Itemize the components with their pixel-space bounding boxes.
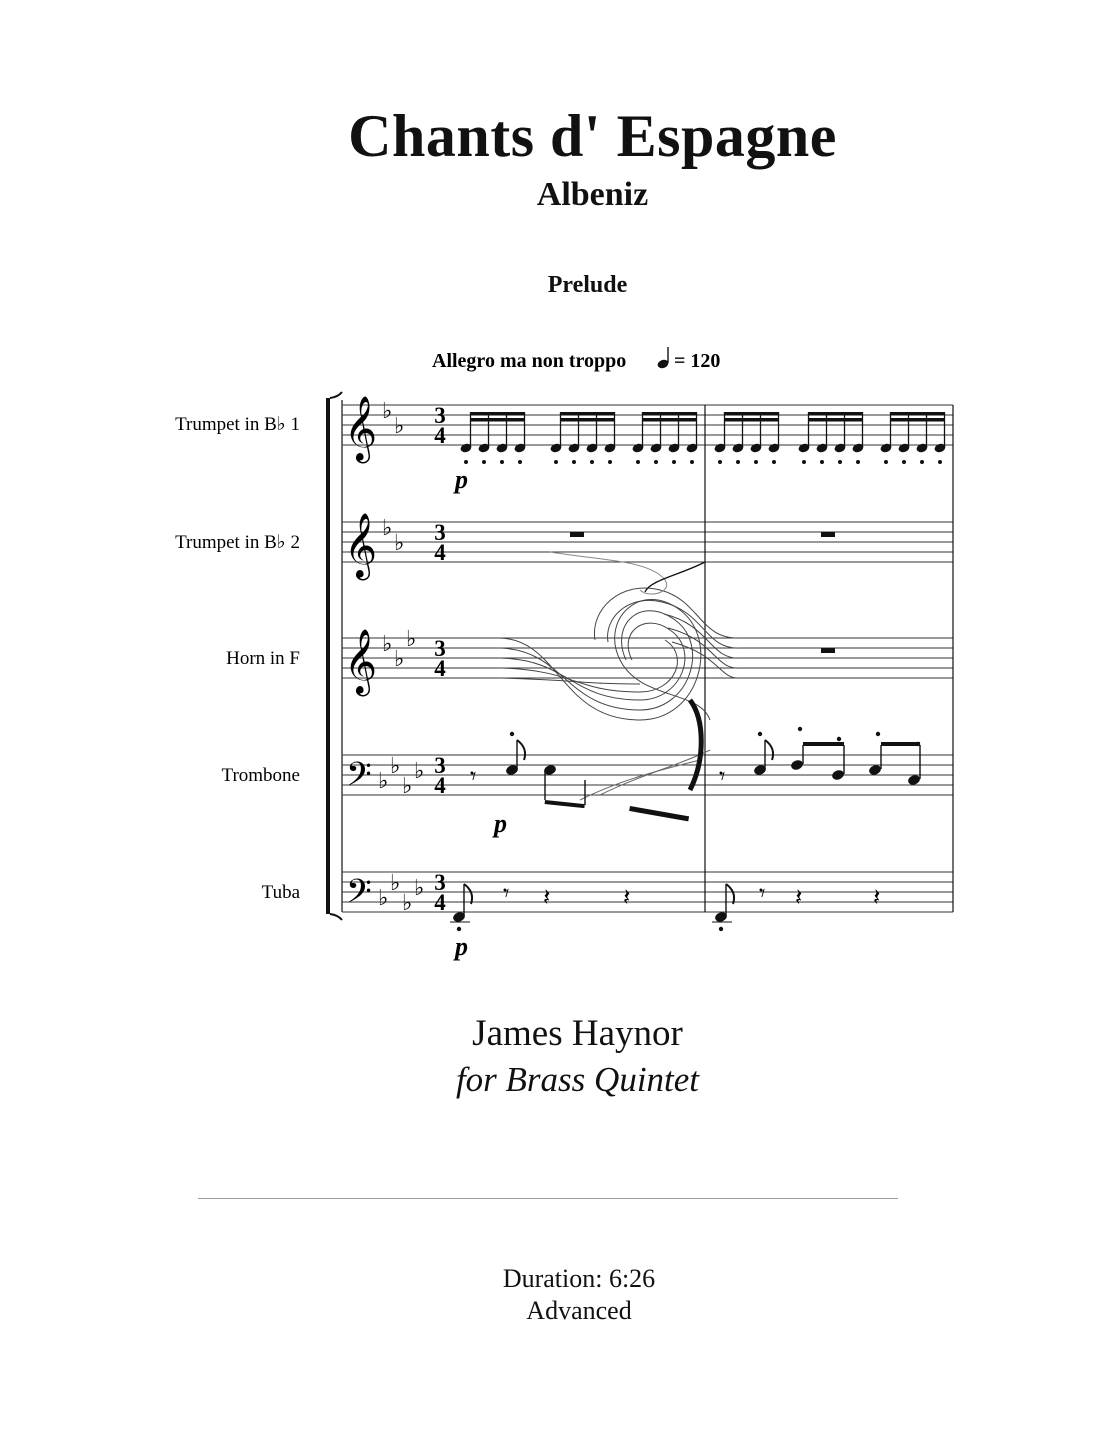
staccato-dot	[590, 460, 594, 464]
svg-text:♭: ♭	[394, 530, 405, 555]
staccato-dot	[938, 460, 942, 464]
tempo-text: Allegro ma non troppo	[432, 350, 627, 372]
staccato-dot	[464, 460, 468, 464]
staccato-dot	[856, 460, 860, 464]
staccato-dot	[608, 460, 612, 464]
staccato-dot	[482, 460, 486, 464]
staccato-dot	[500, 460, 504, 464]
svg-text:♭: ♭	[394, 646, 405, 671]
swirl-distortion	[690, 700, 701, 790]
staccato-dot	[672, 460, 676, 464]
quarter-rest-icon: 𝄽	[795, 885, 803, 911]
swirl-distortion	[500, 552, 740, 800]
score-excerpt	[0, 330, 1105, 980]
quarter-rest-icon: 𝄽	[543, 885, 551, 911]
svg-text:p: p	[455, 932, 468, 961]
instrument-label-horn: Horn in F	[226, 648, 300, 669]
staccato-dot	[920, 460, 924, 464]
whole-rest-icon	[821, 648, 835, 653]
movement-title: Prelude	[547, 272, 628, 298]
svg-text:3: 3	[434, 403, 446, 428]
svg-text:3: 3	[434, 753, 446, 778]
duration-text: Duration: 6:26	[502, 1264, 656, 1293]
treble-clef-icon: 𝄞	[344, 631, 378, 693]
svg-text:♭: ♭	[402, 890, 413, 915]
svg-text:♭: ♭	[390, 870, 401, 895]
time-signature	[434, 403, 446, 915]
staccato-dot	[518, 460, 522, 464]
svg-text:♭: ♭	[378, 768, 389, 793]
staccato-dot	[820, 460, 824, 464]
beam	[643, 418, 697, 422]
svg-text:3: 3	[434, 520, 446, 545]
dynamic-marks	[453, 465, 510, 961]
whole-rest-icon	[570, 532, 584, 537]
difficulty-level: Advanced	[526, 1296, 632, 1325]
svg-text:♭: ♭	[382, 515, 393, 540]
svg-text:♭: ♭	[402, 773, 413, 798]
svg-text:♭: ♭	[378, 885, 389, 910]
eighth-rest-icon: 𝄾	[719, 764, 726, 790]
staccato-dot	[802, 460, 806, 464]
svg-text:4: 4	[434, 423, 446, 448]
instrument-label-trumpet-2: Trumpet in B♭ 2	[175, 532, 300, 553]
tempo-value: = 120	[674, 350, 721, 372]
beam	[809, 412, 863, 416]
svg-text:4: 4	[434, 656, 446, 681]
instrument-label-trombone: Trombone	[221, 765, 300, 786]
bass-clef-icon: 𝄢	[346, 873, 372, 918]
staccato-dot	[736, 460, 740, 464]
system-bracket	[326, 392, 342, 920]
staccato-dot	[636, 460, 640, 464]
arranger-name: James Haynor	[472, 1013, 683, 1054]
bass-clef-icon: 𝄢	[346, 756, 372, 801]
page-title: Chants d' Espagne	[348, 103, 837, 169]
beam	[891, 412, 945, 416]
treble-clef-icon: 𝄞	[344, 398, 378, 460]
key-signature-tuba	[378, 870, 424, 915]
staccato-dot	[884, 460, 888, 464]
quarter-note-icon	[656, 347, 669, 370]
instrument-label-tuba: Tuba	[261, 882, 300, 903]
svg-text:♭: ♭	[394, 413, 405, 438]
beam	[471, 412, 525, 416]
key-signature-horn	[382, 626, 416, 671]
svg-text:♭: ♭	[390, 753, 401, 778]
svg-text:4: 4	[434, 773, 446, 798]
eighth-rest-icon: 𝄾	[503, 881, 510, 907]
staccato-dot	[902, 460, 906, 464]
instrument-label-trumpet-1: Trumpet in B♭ 1	[175, 414, 300, 435]
beam	[471, 418, 525, 422]
composer-name: Albeniz	[536, 176, 649, 213]
beam	[643, 412, 697, 416]
svg-text:♭: ♭	[406, 626, 417, 651]
eighth-rest-icon: 𝄾	[470, 764, 477, 790]
key-signature-trumpet-1	[382, 398, 404, 438]
svg-text:3: 3	[434, 870, 446, 895]
tuba-notes	[450, 881, 880, 931]
beam	[561, 418, 615, 422]
quarter-rest-icon: 𝄽	[873, 885, 881, 911]
beam	[809, 418, 863, 422]
beam	[561, 412, 615, 416]
eighth-rest-icon: 𝄾	[759, 881, 766, 907]
svg-text:3: 3	[434, 636, 446, 661]
staccato-dot	[690, 460, 694, 464]
staccato-dot	[718, 460, 722, 464]
whole-rest-icon	[821, 532, 835, 537]
beam	[725, 412, 779, 416]
staccato-dot	[754, 460, 758, 464]
score-svg	[0, 330, 1105, 980]
key-signature-trombone	[378, 753, 424, 798]
key-signature-trumpet-2	[382, 515, 404, 555]
treble-clef-icon: 𝄞	[344, 515, 378, 577]
beam	[891, 418, 945, 422]
staccato-dot	[554, 460, 558, 464]
svg-text:♭: ♭	[414, 875, 425, 900]
svg-text:p: p	[494, 809, 507, 838]
svg-text:4: 4	[434, 890, 446, 915]
divider	[198, 1198, 898, 1199]
staccato-dot	[838, 460, 842, 464]
staccato-dot	[572, 460, 576, 464]
trumpet-1-notes	[459, 412, 946, 464]
beam	[725, 418, 779, 422]
svg-text:♭: ♭	[382, 631, 393, 656]
svg-text:p: p	[455, 465, 468, 494]
ensemble-subtitle: for Brass Quintet	[455, 1060, 700, 1099]
svg-text:♭: ♭	[382, 398, 393, 423]
staccato-dot	[772, 460, 776, 464]
svg-text:♭: ♭	[414, 758, 425, 783]
quarter-rest-icon: 𝄽	[623, 885, 631, 911]
staccato-dot	[654, 460, 658, 464]
svg-text:4: 4	[434, 540, 446, 565]
